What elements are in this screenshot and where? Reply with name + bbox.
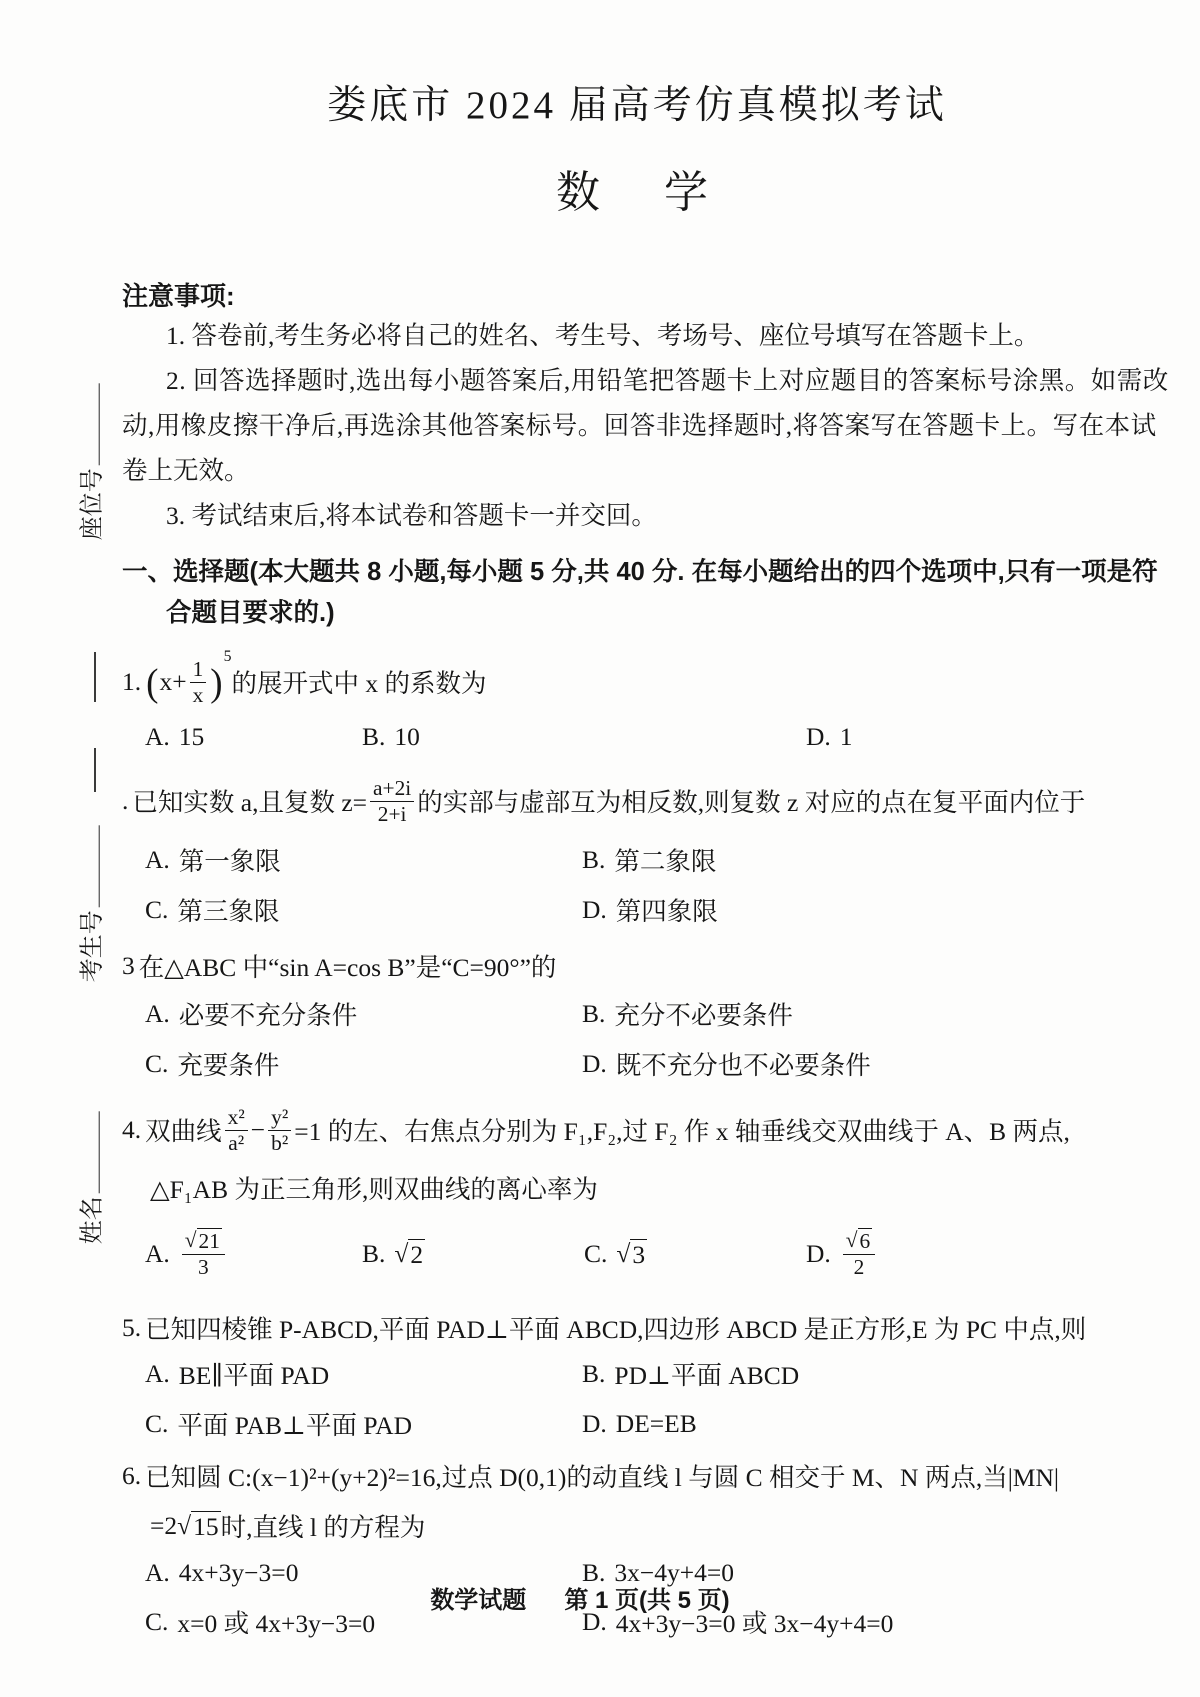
q3-option-b-text: 充分不必要条件 [614, 1001, 793, 1030]
q2-option-d-label: D. [582, 895, 607, 924]
q4-option-b-label: B. [362, 1239, 386, 1268]
question-5-number: 5. [122, 1313, 142, 1342]
q2-option-b-text: 第二象限 [614, 847, 717, 876]
q4-fraction-1 [225, 1105, 248, 1155]
q2-option-c [145, 892, 582, 928]
q5-option-b [582, 1356, 1152, 1392]
notice-line-4: 卷上无效。 [122, 456, 250, 485]
q4-option-d-numerator [843, 1228, 875, 1255]
radicand: 6 [859, 1229, 871, 1254]
q3-option-c-label: C. [145, 1049, 169, 1078]
q5-option-a-text: BE∥平面 PAD [178, 1361, 330, 1390]
question-4-options [122, 1216, 1152, 1292]
q6-option-d-label: D. [582, 1607, 607, 1636]
q1-option-d [806, 722, 1152, 752]
q3-option-a-text: 必要不充分条件 [178, 1001, 358, 1030]
q6-stem-line-1-text: 已知圆 C:(x−1)²+(y+2)²=16,过点 D(0,1)的动直线 l 与圆 C 相交于 M、N 两点,当|MN| [145, 1463, 1060, 1492]
q5-option-a-label: A. [145, 1359, 170, 1388]
q4-stem-mid: =1 的左、右焦点分别为 F₁,F₂,过 F₂ 作 x 轴垂线交双曲线于 A、B 两点, [294, 1117, 1070, 1146]
q4-fraction-2 [268, 1105, 291, 1155]
q4-option-b [362, 1239, 584, 1270]
q4-option-b-sqrt [394, 1239, 425, 1270]
q6-option-c-label: C. [145, 1607, 169, 1636]
q5-option-c-label: C. [145, 1409, 169, 1438]
seat-number-blank-line [64, 384, 99, 466]
q4-fraction-1-numerator: x² [225, 1105, 248, 1131]
question-3-options-row-2 [122, 1046, 1152, 1082]
q3-option-d [582, 1046, 1152, 1082]
q5-option-b-text: PD⊥平面 ABCD [614, 1361, 800, 1390]
q3-stem-text: 在△ABC 中“sin A=cos B”是“C=90°”的 [138, 953, 557, 982]
q2-fraction-denominator: 2+i [377, 801, 407, 826]
question-5-stem [122, 1310, 1152, 1346]
q6-sqrt [177, 1511, 221, 1542]
question-6-stem-line-2 [122, 1504, 1152, 1548]
q4-minus-sign: − [250, 1115, 266, 1144]
q1-fraction-numerator: 1 [190, 657, 207, 683]
notice-heading: 注意事项: [122, 281, 235, 311]
q1-option-b [362, 722, 584, 752]
q5-option-c-text: 平面 PAB⊥平面 PAD [177, 1411, 413, 1440]
radicand: 15 [193, 1511, 219, 1541]
q4-option-d-fraction [843, 1228, 875, 1279]
q6-option-c-text: x=0 或 4x+3y−3=0 [177, 1609, 376, 1638]
page-footer [0, 1580, 1160, 1615]
q6-stem-line-2-tail: 时,直线 l 的方程为 [220, 1513, 426, 1542]
q5-option-d [582, 1409, 1152, 1439]
question-4-stem-line-1 [122, 1098, 1152, 1162]
q2-stem-pre: 已知实数 a,且复数 z= [132, 788, 368, 817]
q4-fraction-1-denominator: a² [228, 1130, 245, 1155]
radical-sign: √ [177, 1510, 192, 1540]
q6-option-b-label: B. [582, 1558, 606, 1587]
question-3-number: 3 [122, 951, 135, 980]
seal-name-inner [64, 1112, 106, 1245]
q1-option-b-label: B. [362, 722, 386, 751]
q2-option-d [582, 892, 1152, 928]
q2-stem-tail: 的实部与虚部互为相反数,则复数 z 对应的点在复平面内位于 [417, 788, 1086, 817]
q4-option-c-sqrt [616, 1239, 647, 1270]
section-heading-line-1: 一、选择题(本大题共 8 小题,每小题 5 分,共 40 分. 在每小题给出的四个选项中,只有一项是符 [122, 558, 1158, 586]
seal-candidate-number [56, 816, 114, 992]
q1-exponent: 5 [223, 648, 232, 665]
q1-fraction [190, 657, 207, 707]
question-1-options [122, 722, 1152, 752]
q3-option-a [145, 996, 582, 1032]
q1-fraction-denominator: x [192, 682, 204, 707]
q3-option-a-label: A. [145, 999, 170, 1028]
q1-option-a-text: 15 [178, 722, 205, 751]
subject-title: 数 学 [556, 168, 718, 217]
seal-candidate-inner [64, 826, 106, 983]
q3-option-d-label: D. [582, 1049, 607, 1078]
q2-option-a-label: A. [145, 845, 170, 874]
notice-line-1: 1. 答卷前,考生务必将自己的姓名、考生号、考场号、座位号填写在答题卡上。 [166, 321, 1040, 350]
q5-option-b-label: B. [582, 1359, 606, 1388]
q5-option-d-label: D. [582, 1409, 607, 1438]
question-4-stem-line-2 [122, 1170, 1152, 1206]
question-6-stem-line-1 [122, 1458, 1152, 1494]
q2-fraction [370, 776, 414, 826]
q1-option-a [145, 722, 362, 752]
footer-paper-name: 数学试题 [430, 1587, 527, 1614]
q4-option-d [806, 1228, 1152, 1279]
q2-option-a [145, 842, 582, 878]
question-5-options-row-2 [122, 1406, 1152, 1442]
radical-sign: √ [394, 1238, 409, 1268]
radicand: 3 [632, 1239, 646, 1269]
seal-line-mark [94, 748, 96, 792]
seal-seat-inner [64, 384, 106, 541]
footer-page-number: 第 1 页(共 5 页) [564, 1587, 730, 1614]
q2-option-a-text: 第一象限 [178, 847, 281, 876]
seal-name [56, 1094, 114, 1262]
radical-sign: √ [184, 1228, 197, 1253]
question-1-stem [122, 650, 1152, 714]
q2-option-d-text: 第四象限 [615, 897, 718, 926]
q4-stem-pre: 双曲线 [145, 1117, 222, 1146]
name-label: 姓名 [78, 1196, 105, 1245]
q4-option-a-denominator: 3 [198, 1255, 209, 1279]
name-blank-line [64, 1112, 99, 1194]
candidate-number-label: 考生号 [78, 910, 105, 983]
close-paren: ) [210, 660, 223, 704]
q2-fraction-numerator: a+2i [370, 776, 414, 802]
q1-option-d-text: 1 [839, 722, 853, 751]
notice-line-5: 3. 考试结束后,将本试卷和答题卡一并交回。 [166, 501, 657, 530]
notice-line-3: 动,用橡皮擦干净后,再选涂其他答案标号。回答非选择题时,将答案写在答题卡上。写在本试 [122, 411, 1157, 440]
radical-sign: √ [616, 1238, 631, 1268]
page-content [122, 0, 1169, 1640]
q3-option-d-text: 既不充分也不必要条件 [615, 1051, 871, 1080]
q2-option-b [582, 842, 1152, 878]
q1-stem-text: 的展开式中 x 的系数为 [231, 669, 487, 698]
q4-option-d-denominator: 2 [853, 1255, 865, 1279]
question-4-number: 4. [122, 1115, 142, 1144]
seal-seat-number [56, 372, 114, 552]
question-2-stem [122, 768, 1152, 834]
exam-title: 娄底市 2024 届高考仿真模拟考试 [327, 84, 947, 127]
q6-stem-line-2-pre: =2 [150, 1511, 178, 1540]
question-2-options-row-2 [122, 892, 1152, 928]
q4-option-a-numerator [182, 1228, 225, 1255]
q4-stem-line-2-text: △F₁AB 为正三角形,则双曲线的离心率为 [150, 1175, 598, 1204]
question-5-options-row-1 [122, 1356, 1152, 1392]
q3-option-b-label: B. [582, 999, 606, 1028]
q3-option-c-text: 充要条件 [177, 1051, 280, 1080]
radicand: 2 [410, 1239, 424, 1269]
q4-option-a-fraction [182, 1228, 225, 1279]
q1-option-d-label: D. [806, 722, 831, 751]
question-3-options-row-1 [122, 996, 1152, 1032]
q4-option-a-label: A. [145, 1239, 170, 1268]
q2-option-c-text: 第三象限 [177, 897, 280, 926]
radical-sign: √ [845, 1228, 858, 1253]
question-3-stem [122, 948, 1152, 984]
q4-option-c [584, 1239, 806, 1270]
q5-option-d-text: DE=EB [615, 1409, 697, 1438]
radicand: 21 [198, 1229, 220, 1254]
q4-option-a [145, 1228, 362, 1279]
q5-option-c [145, 1406, 582, 1442]
notice-line-2: 2. 回答选择题时,选出每小题答案后,用铅笔把答题卡上对应题目的答案标号涂黑。如需改 [166, 366, 1169, 395]
q5-stem-text: 已知四棱锥 P-ABCD,平面 PAD⊥平面 ABCD,四边形 ABCD 是正方形,E 为 PC 中点,则 [145, 1315, 1087, 1344]
q6-option-a-label: A. [145, 1558, 170, 1587]
open-paren: ( [146, 660, 159, 704]
q6-option-b-text: 3x−4y+4=0 [614, 1558, 735, 1587]
q1-expr-x: x+ [159, 667, 187, 696]
q6-option-a-text: 4x+3y−3=0 [178, 1558, 299, 1587]
question-2-number: . [122, 786, 129, 815]
q3-option-c [145, 1046, 582, 1082]
q4-fraction-2-denominator: b² [271, 1130, 289, 1155]
q5-option-a [145, 1356, 582, 1392]
q2-option-c-label: C. [145, 895, 169, 924]
seal-line-mark [94, 652, 96, 702]
q2-option-b-label: B. [582, 845, 606, 874]
question-6-number: 6. [122, 1461, 142, 1490]
q6-option-d-text: 4x+3y−3=0 或 3x−4y+4=0 [615, 1609, 894, 1638]
q3-option-b [582, 996, 1152, 1032]
q1-option-a-label: A. [145, 722, 170, 751]
q4-fraction-2-numerator: y² [268, 1105, 291, 1131]
candidate-number-blank-line [64, 826, 99, 908]
section-heading-line-2: 合题目要求的.) [166, 599, 335, 627]
seat-number-label: 座位号 [78, 468, 105, 541]
q4-option-c-label: C. [584, 1239, 608, 1268]
q4-option-d-label: D. [806, 1239, 831, 1268]
question-2-options-row-1 [122, 842, 1152, 878]
q1-option-b-text: 10 [394, 722, 420, 751]
question-1-number: 1. [122, 667, 142, 696]
